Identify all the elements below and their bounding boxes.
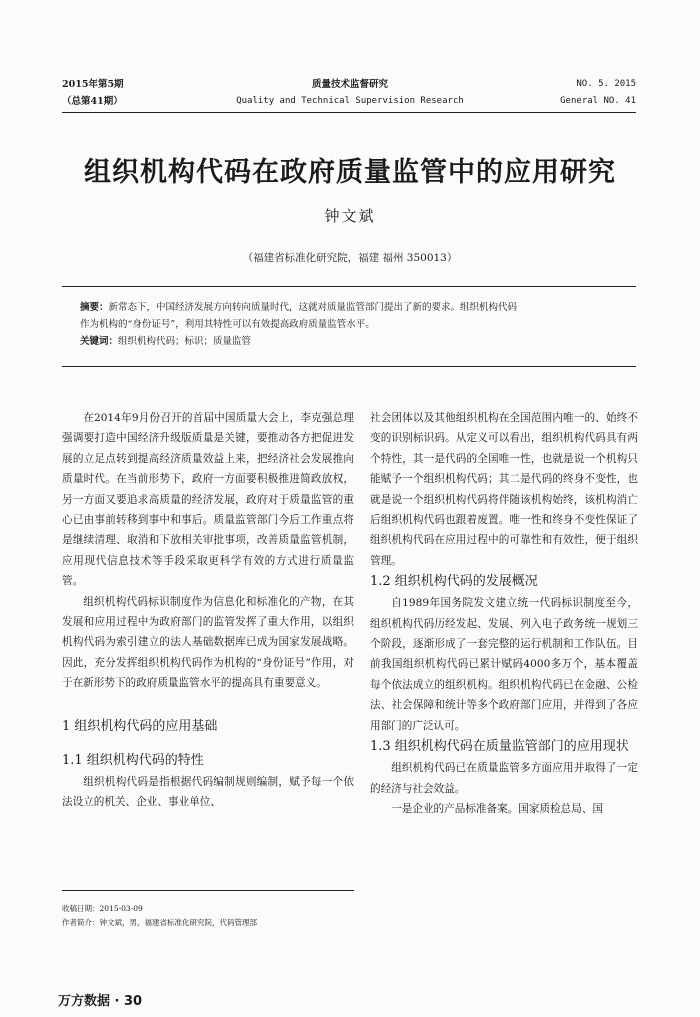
left-paragraph-3: 组织机构代码是指根据代码编制规则编制，赋予每一个依法设立的机关、企业、事业单位、: [62, 775, 354, 809]
right-column: [370, 408, 638, 819]
total-issue-label: （总第41期）: [62, 96, 123, 107]
keywords: 组织机构代码；标识；质量监管: [118, 336, 252, 347]
general-number-en: General NO. 41: [560, 96, 636, 106]
right-paragraph-2: 自1989年国务院发文建立统一代码标识制度至今，组织机构代码历经发起、发展、列入电子政务统一规划三个阶段，逐渐形成了一套完整的运行机制和工作队伍。目前我国组织机构代码已累计赋码4000多万个，基本覆盖每个依法成立的组织机构。组织机构代码已在金融、公检法、社会保障和统计等多个政府部门应用，并得到了各应用部门的广泛认可。: [370, 597, 638, 732]
issue-number-en: NO. 5. 2015: [576, 79, 636, 89]
section-1-1-heading: 1.1 组织机构代码的特性: [62, 752, 204, 768]
page-number: 万方数据 · 30: [58, 994, 143, 1009]
left-paragraph-2: 组织机构代码标识制度作为信息化和标准化的产物，在其发展和应用过程中为政府部门的监管发挥了重大作用，以组织机构代码为索引建立的法人基础数据库已成为国家发展战略。因此，充分发挥组织机构代码作为机构的“身份证号”作用，对于在新形势下的政府质量监管水平的提高具有重要意义。: [62, 595, 354, 690]
journal-title-en: Quality and Technical Supervision Research: [236, 96, 464, 106]
author-affiliation: （福建省标准化研究院，福建 福州 350013）: [242, 252, 458, 264]
footnote-author: 作者简介：钟文斌，男，福建省标准化研究院，代码管理部: [62, 918, 257, 927]
abstract-line-1: 新常态下，中国经济发展方向转向质量时代，这就对质量监管部门提出了新的要求。组织机构代码: [108, 302, 518, 313]
right-paragraph-3: 组织机构代码已在质量监管多方面应用并取得了一定的经济与社会效益。: [370, 762, 638, 795]
issue-label: 2015年第5期: [62, 79, 124, 90]
footnote-received: 收稿日期：2015-03-09: [62, 904, 143, 913]
keywords-label: 关键词：: [80, 336, 119, 347]
abstract-label: 摘要：: [80, 302, 109, 313]
paper-title: 组织机构代码在政府质量监管中的应用研究: [84, 157, 616, 188]
right-paragraph-4: 一是企业的产品标准备案。国家质检总局、国: [391, 802, 604, 815]
abstract: [80, 299, 625, 350]
right-paragraph-1: 社会团体以及其他组织机构在全国范围内唯一的、始终不变的识别标识码。从定义可以看出，组织机构代码具有两个特性，其一是代码的全国唯一性，也就是说一个机构只能赋予一个组织机构代码；其二是代码的终身不变性，也就是说一个组织机构代码将伴随该机构始终，该机构消亡后组织机构代码也跟着废置。唯一性和终身不变性保证了组织机构代码在应用过程中的可靠性和有效性，便于组织管理。: [370, 412, 638, 567]
left-column: [62, 408, 354, 813]
footnote-rule: [62, 890, 354, 891]
header-rule: [62, 112, 636, 113]
abstract-line-2: 作为机构的“身份证号”，利用其特性可以有效提高政府质量监管水平。: [80, 319, 375, 330]
section-1-heading: 1 组织机构代码的应用基础: [62, 718, 218, 734]
author-name: 钟文斌: [324, 207, 376, 225]
journal-title-cn: 质量技术监督研究: [311, 79, 388, 90]
section-1-3-heading: 1.3 组织机构代码在质量监管部门的应用现状: [370, 739, 629, 755]
left-paragraph-1: 在2014年9月份召开的首届中国质量大会上，李克强总理强调要打造中国经济升级版质量是关键，要推动各方把促进发展的立足点转到提高经济质量效益上来，把经济社会发展推向质量时代。在当前形势下，政府一方面要积极推进简政放权，另一方面又要追求高质量的经济发展，政府对于质量监管的重心已由事前转移到事中和事后。质量监管部门今后工作重点将是继续清理、取消和下放相关审批事项，改善质量监管机制，应用现代信息技术等手段采取更科学有效的方式进行质量监管。: [62, 412, 354, 588]
abstract-top-rule: [62, 286, 636, 287]
abstract-bottom-rule: [62, 366, 636, 367]
section-1-2-heading: 1.2 组织机构代码的发展概况: [370, 574, 538, 590]
